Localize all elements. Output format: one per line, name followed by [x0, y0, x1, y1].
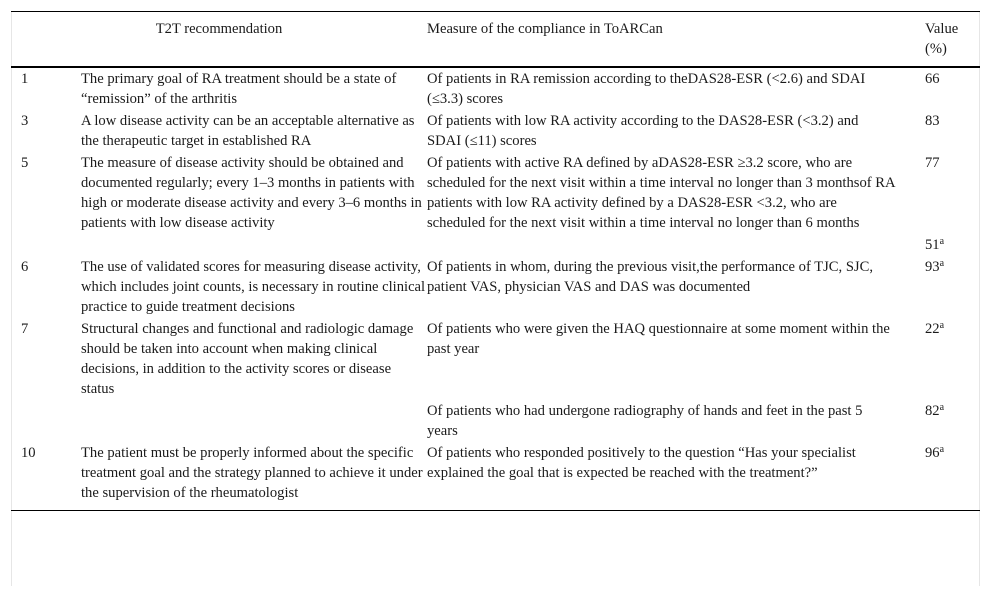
row-measure	[427, 234, 925, 256]
row-recommendation	[81, 234, 427, 256]
row-value	[925, 400, 980, 442]
row-number: 5	[21, 155, 29, 171]
row-measure: Of patients who had undergone radiography of hands and feet in the past 5 years	[427, 403, 863, 439]
row-number: 3	[21, 113, 29, 129]
row-measure: Of patients who responded positively to the question “Has your specialist explained the goal that is expected be reached with the treatment?”	[427, 442, 925, 511]
value-number: 77	[925, 155, 940, 171]
row-recommendation: The primary goal of RA treatment should be a state of “remission” of the arthritis	[81, 71, 397, 107]
value-footnote: a	[939, 402, 945, 413]
row-measure: Of patients in whom, during the previous visit,the performance of TJC, SJC, patient VAS, physician VAS and DAS was documented	[427, 259, 873, 295]
row-number	[11, 400, 81, 442]
table-row	[11, 318, 980, 400]
row-number	[11, 234, 81, 256]
value-footnote: a	[939, 320, 945, 331]
value-number: 51	[925, 237, 940, 253]
row-recommendation: A low disease activity can be an acceptable alternative as the therapeutic target in established RA	[81, 113, 415, 149]
row-measure: Of patients with active RA defined by aDAS28-ESR ≥3.2 score, who are scheduled for the next visit within a time interval no longer than 3 monthsof RA patients with low RA activity defined by a DAS28-ESR <3.2, who are scheduled for the next visit within a time interval no longer than 6 months	[427, 155, 895, 231]
table-row	[11, 110, 980, 152]
row-measure: Of patients who were given the HAQ questionnaire at some moment within the past year	[427, 321, 890, 357]
row-value	[925, 67, 980, 110]
row-recommendation	[81, 400, 427, 442]
value-number: 66	[925, 71, 940, 87]
value-footnote: a	[939, 444, 945, 455]
row-number: 1	[21, 71, 29, 87]
row-recommendation: The measure of disease activity should be obtained and documented regularly; every 1–3 months in patients with high or moderate disease activity and every 3–6 months in patients with low disease activity	[81, 155, 422, 231]
header-number	[11, 12, 81, 68]
table-row	[11, 400, 980, 442]
table-row	[11, 442, 980, 511]
value-number: 22	[925, 321, 940, 337]
row-number: 7	[21, 321, 29, 337]
value-number: 96	[925, 445, 940, 461]
row-measure: Of patients with low RA activity according to the DAS28-ESR (<3.2) and SDAI (≤11) scores	[427, 113, 859, 149]
header-value: Value (%)	[925, 12, 980, 68]
row-recommendation: The patient must be properly informed about the specific treatment goal and the strategy planned to achieve it under the supervision of the rheumatologist	[81, 442, 427, 511]
row-value	[925, 234, 980, 256]
value-footnote: a	[939, 258, 945, 269]
row-number: 6	[21, 259, 29, 275]
row-value	[925, 318, 980, 400]
row-recommendation: Structural changes and functional and radiologic damage should be taken into account when making clinical decisions, in addition to the activity scores or disease status	[81, 321, 414, 397]
table-row	[11, 256, 980, 318]
row-measure: Of patients in RA remission according to theDAS28-ESR (<2.6) and SDAI (≤3.3) scores	[427, 71, 866, 107]
value-footnote: a	[939, 236, 945, 247]
table-header-row	[11, 12, 980, 68]
table-row	[11, 67, 980, 110]
header-measure: Measure of the compliance in ToARCan	[427, 12, 925, 68]
value-number: 93	[925, 259, 940, 275]
value-number: 83	[925, 113, 940, 129]
t2t-compliance-table	[11, 11, 980, 511]
table-row	[11, 152, 980, 234]
table-row	[11, 234, 980, 256]
row-value	[925, 442, 980, 511]
row-value	[925, 110, 980, 152]
row-value	[925, 256, 980, 318]
row-number: 10	[11, 442, 81, 511]
row-value	[925, 152, 980, 234]
row-recommendation: The use of validated scores for measuring disease activity, which includes joint counts, is necessary in routine clinical practice to guide treatment decisions	[81, 259, 426, 315]
header-recommendation: T2T recommendation	[81, 12, 427, 68]
value-number: 82	[925, 403, 940, 419]
